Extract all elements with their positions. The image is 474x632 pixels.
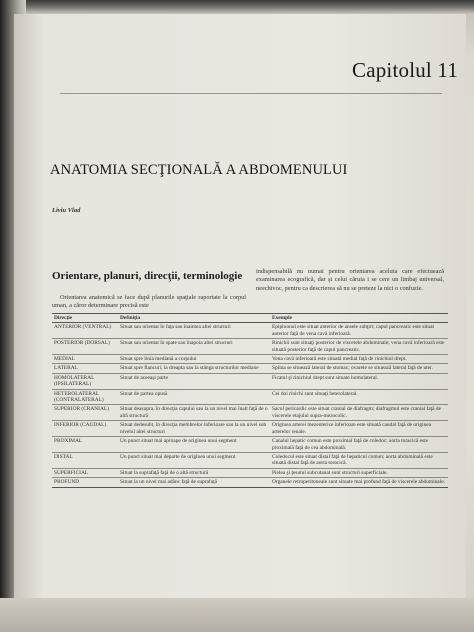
row-example: Pielea şi ţesutul subcutanat sunt structuri superficiale.: [270, 468, 448, 477]
row-term: ANTERIOR (VENTRAL): [52, 323, 118, 339]
table-row: [52, 364, 448, 373]
intro-paragraph-left: Orientarea anatomică se face după planurile spaţiale raportate la corpul uman, a căror determinare precisă este: [52, 294, 246, 310]
header-examples: Exemple: [270, 314, 448, 323]
author-name: Liviu Vlad: [52, 207, 81, 214]
row-term: PROFUND: [52, 478, 118, 487]
row-example: Vena cavă inferioară este situată medial faţă de rinichiul drept.: [270, 355, 448, 364]
section-heading: Orientare, planuri, direcţii, terminologie: [52, 270, 243, 282]
table-row: [52, 421, 448, 437]
row-term: PROXIMAL: [52, 437, 118, 453]
row-definition: Situat spre flancuri, la dreapta sau la stânga structurilor mediane: [118, 364, 270, 373]
table-row: [52, 355, 448, 364]
row-example: Sacul pericardic este situat cranial de diafragm; diafragmul este cranial faţă de viscerele etajului supra-mezocolic.: [270, 405, 448, 421]
row-definition: Un punct situat mai aproape de originea unui segment: [118, 437, 270, 453]
page-bottom-shadow: [0, 598, 474, 632]
header-direction: Direcţie: [52, 314, 118, 323]
row-definition: Situat deasupra, în direcţia capului sau la un nivel mai înalt faţă de o altă structură: [118, 405, 270, 421]
row-example: Ficatul şi rinichiul drept sunt situate homolateral.: [270, 373, 448, 389]
row-example: Coledocul este situat distal faţă de hepaticul comun; aorta abdominală este situată distal faţă de aorta toracică.: [270, 452, 448, 468]
row-term: INFERIOR (CAUDAL): [52, 421, 118, 437]
row-example: Epiploonul este situat anterior de ansele subţiri; capul pancreatic este situat anterior faţă de vena cavă inferioară.: [270, 323, 448, 339]
row-definition: Situat de aceeaşi parte: [118, 373, 270, 389]
row-term: DISTAL: [52, 452, 118, 468]
intro-paragraph-right: indispensabilă nu numai pentru orientarea aceluia care efectuează examinarea ecografică, dar şi celui căruia i se cere un limbaj universal, neechivoc, pentru ca descrierea să nu se preteze la nici o confuzie.: [256, 268, 444, 292]
row-definition: Situat la un nivel mai adânc faţă de suprafaţă: [118, 478, 270, 487]
table-row: [52, 405, 448, 421]
table-row: [52, 468, 448, 477]
row-definition: Situat la suprafaţă faţă de o altă structură: [118, 468, 270, 477]
chapter-title: ANATOMIA SECŢIONALĂ A ABDOMENULUI: [50, 162, 348, 178]
table-row: [52, 389, 448, 405]
row-definition: Un punct situat mai departe de originea unui segment: [118, 452, 270, 468]
table-row: [52, 373, 448, 389]
row-example: Originea arterei mezenterice inferioare este situată caudal faţă de originea arterelor renale.: [270, 421, 448, 437]
row-term: POSTERIOR (DORSAL): [52, 339, 118, 355]
table-row: [52, 437, 448, 453]
row-example: Rinichii sunt situaţi posterior de viscerele abdominale; vena cavă inferioară este situată posterior faţă de capul pancreatic.: [270, 339, 448, 355]
row-example: Splina se situează lateral de stomac; ovarele se situează lateral faţă de uter.: [270, 364, 448, 373]
table-header-row: [52, 314, 448, 323]
row-example: Cei doi rinichi sunt situaţi heterolateral.: [270, 389, 448, 405]
row-example: Canalul hepatic comun este proximal faţă de coledoc; aorta toracică este proximală faţă de cea abdominală.: [270, 437, 448, 453]
row-definition: Situat de partea opusă: [118, 389, 270, 405]
table-row: [52, 323, 448, 339]
row-term: LATERAL: [52, 364, 118, 373]
chapter-rule: [60, 93, 442, 94]
row-definition: Situat dedesubt, în direcţia membrelor inferioare sau la un nivel sub nivelul altei structuri: [118, 421, 270, 437]
row-term: SUPERFICIAL: [52, 468, 118, 477]
row-definition: Situat sau orientat în faţa sau înaintea altei structuri: [118, 323, 270, 339]
row-term: HOMOLATERAL (IPSILATERAL): [52, 373, 118, 389]
table-row: [52, 339, 448, 355]
header-definition: Definiţia: [118, 314, 270, 323]
table-row: [52, 452, 448, 468]
chapter-label: Capitolul 11: [352, 58, 459, 82]
row-term: SUPERIOR (CRANIAL): [52, 405, 118, 421]
row-definition: Situat sau orientat în spate sau înapoia altei structuri: [118, 339, 270, 355]
row-example: Organele retroperitoneale sunt situate mai profund faţă de viscerele abdominale.: [270, 478, 448, 487]
terminology-table: [52, 313, 448, 488]
row-definition: Situat spre linia mediană a corpului: [118, 355, 270, 364]
row-term: HETEROLATERAL (CONTRALATERAL): [52, 389, 118, 405]
row-term: MEDIAL: [52, 355, 118, 364]
table-row: [52, 478, 448, 487]
